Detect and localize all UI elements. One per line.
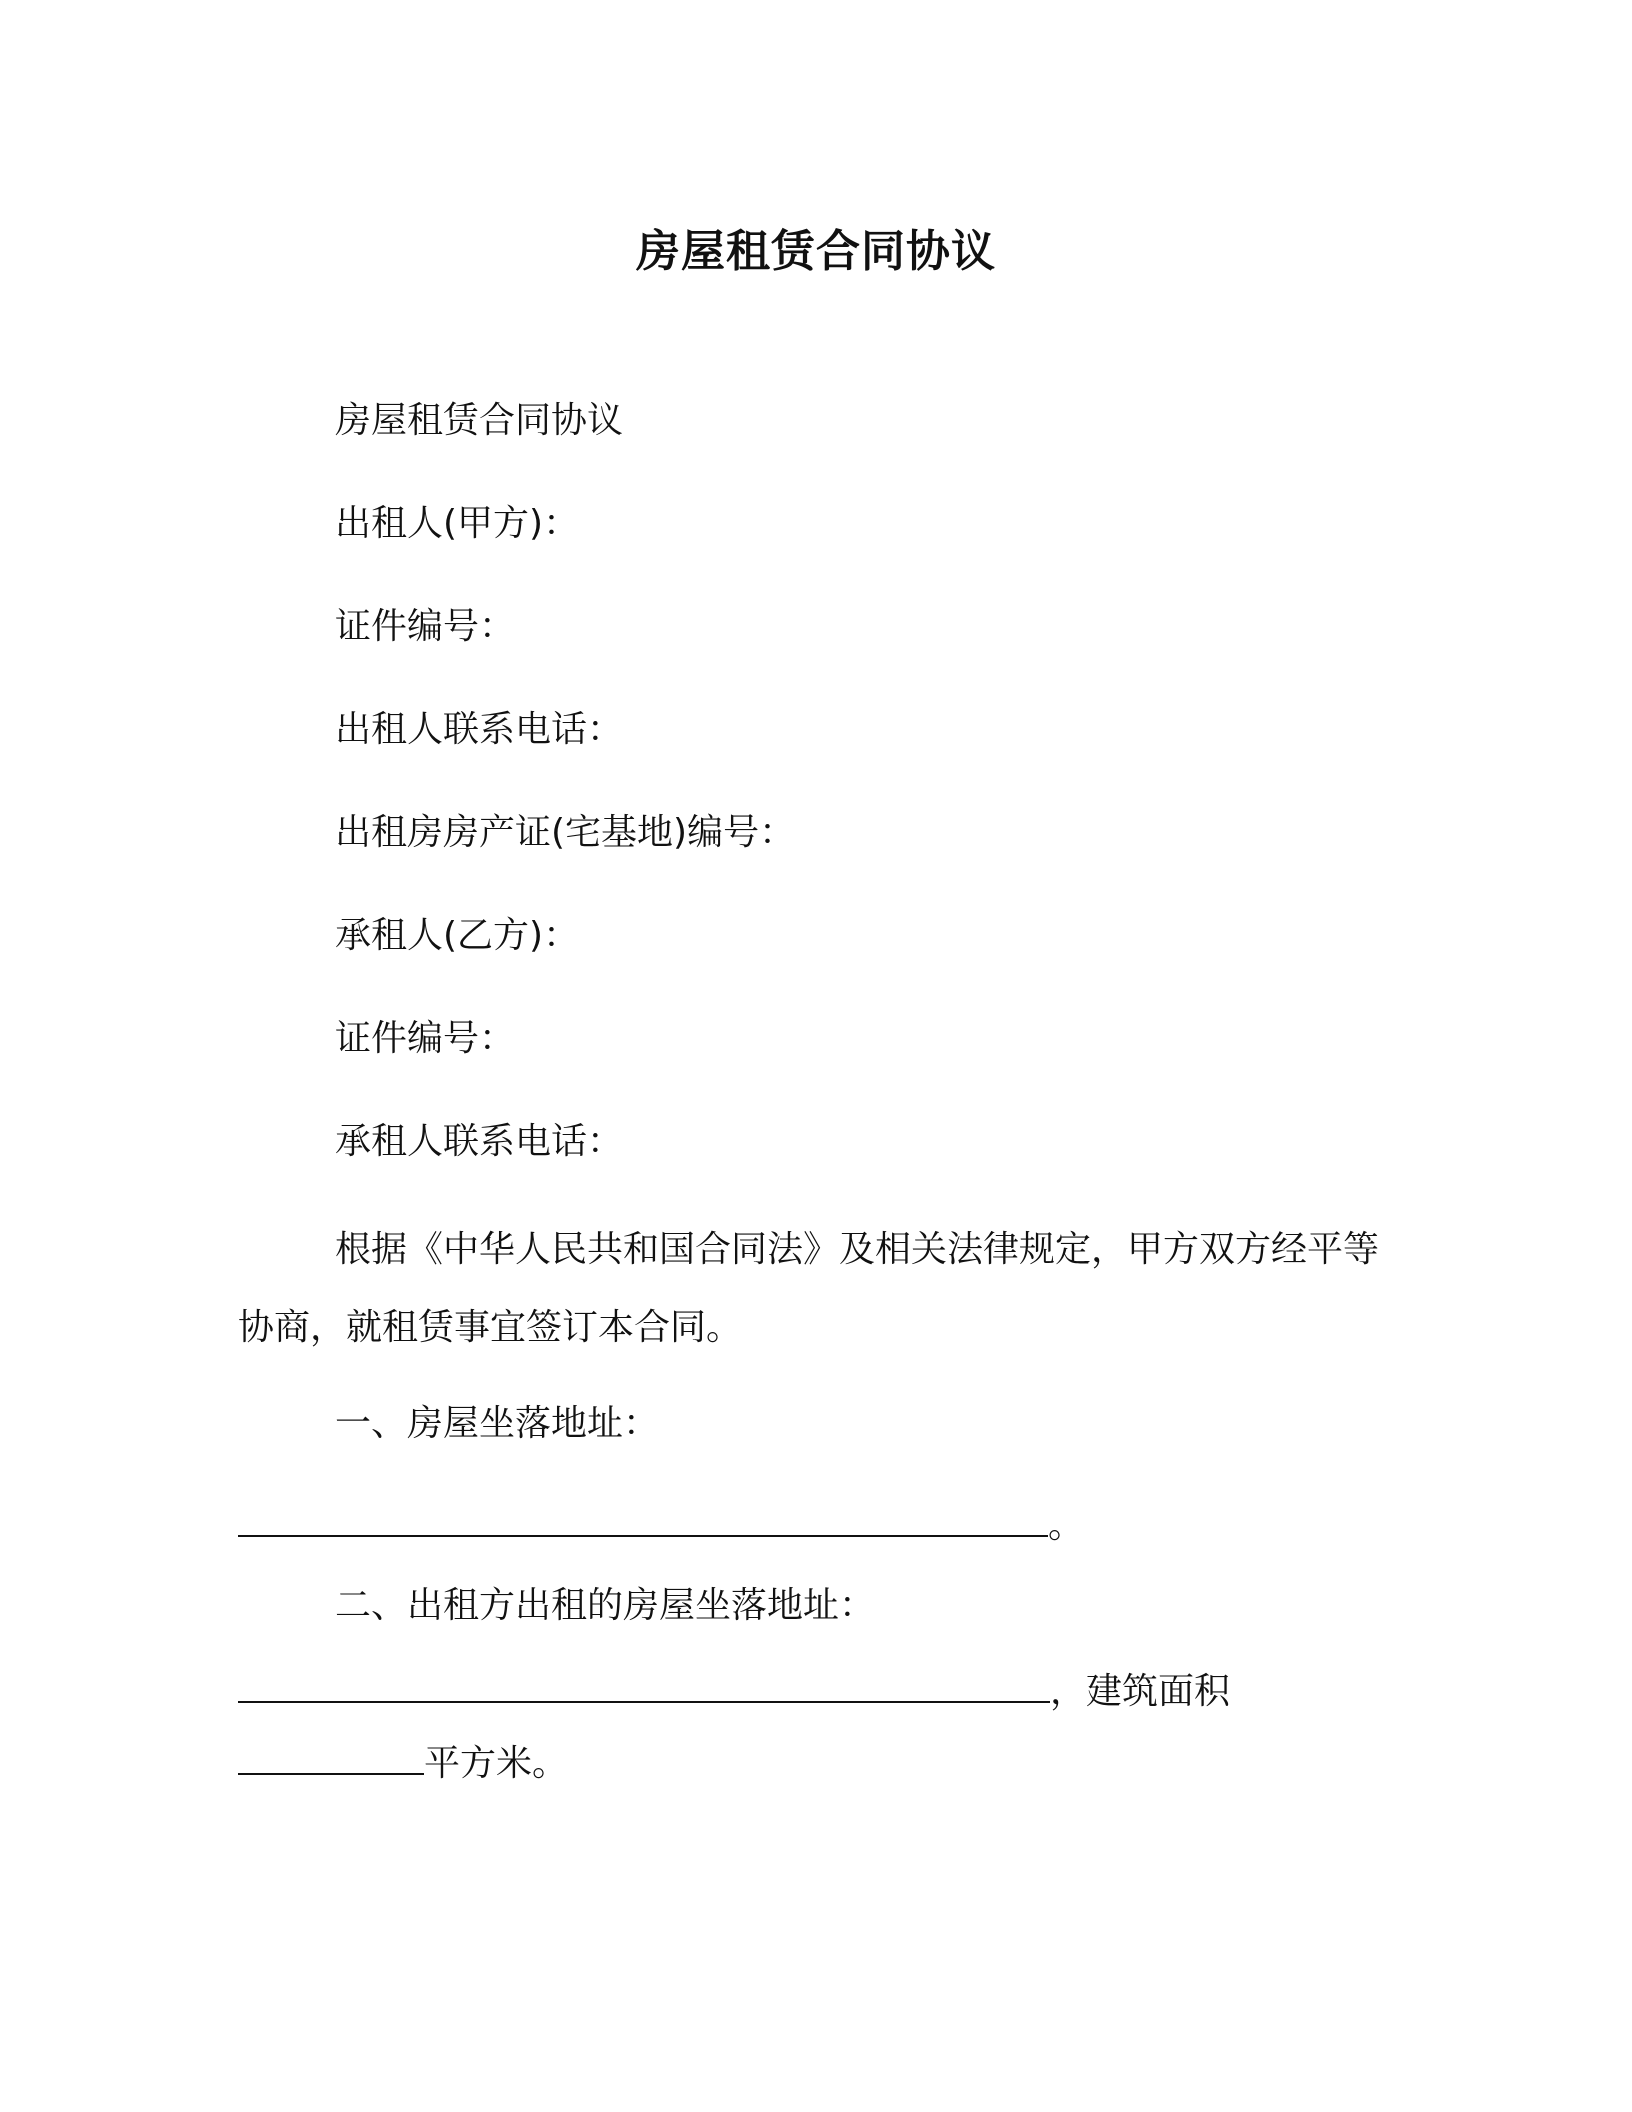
- field-lessee-id: 证件编号：: [335, 1018, 516, 1059]
- clause-2-area-blank: [238, 1740, 568, 1788]
- clause-2-area-label: ，建筑面积: [1050, 1671, 1231, 1712]
- area-underline: [238, 1743, 424, 1775]
- clause-1-address-blank: [238, 1502, 1084, 1550]
- field-contract-name: 房屋租赁合同协议: [335, 400, 624, 441]
- clause-1-heading: 一、房屋坐落地址：: [335, 1403, 660, 1444]
- field-lessor-id: 证件编号：: [335, 606, 516, 647]
- field-property-certificate: 出租房房产证(宅基地)编号：: [335, 812, 796, 853]
- address-underline: [238, 1505, 1048, 1537]
- document-title: 房屋租赁合同协议: [636, 226, 996, 277]
- field-lessor: 出租人(甲方)：: [335, 503, 580, 544]
- clause-2-heading: 二、出租方出租的房屋坐落地址：: [335, 1585, 876, 1626]
- field-lessee-phone: 承租人联系电话：: [335, 1121, 624, 1162]
- field-lessee: 承租人(乙方)：: [335, 915, 580, 956]
- intro-paragraph: 根据《中华人民共和国合同法》及相关法律规定，甲方双方经平等协商，就租赁事宜签订本合同。: [238, 1229, 1380, 1348]
- clause-2-address-blank: [238, 1668, 1230, 1716]
- clause-2-unit: 平方米。: [424, 1743, 569, 1784]
- rented-address-underline: [238, 1671, 1050, 1703]
- clause-1-end: 。: [1048, 1505, 1085, 1546]
- field-lessor-phone: 出租人联系电话：: [335, 709, 624, 750]
